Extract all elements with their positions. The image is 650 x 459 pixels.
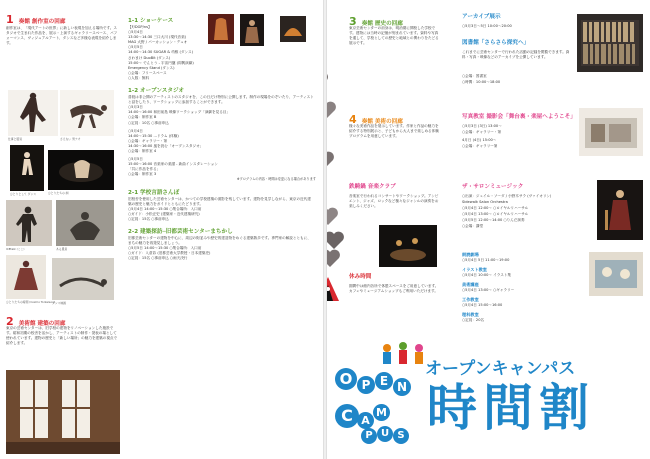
showcase-photo-3 [280,16,306,42]
event-tag: 朗読劇場 [462,252,479,257]
program-line: ○会場：フリースペース [128,70,167,75]
title-letter-n: N [393,378,411,396]
photo-caption-2: さえない 男ナオ [60,137,81,141]
photo-caption-5: ICEtalk (ここ) [6,247,25,251]
salon-line-5: ○5月5日 12:00〜14:00 ○りんだ演奏 [462,218,525,222]
program-line: 「共に作品を作る」 [128,167,161,172]
program-line: 14:00〜16:00 和田前島 映像ワークショップ「演劇を見る目」 [128,110,230,115]
music-club-body: 音楽室で行われるコンサートやワークショップ。アンビエント、ジャズ、ロックなど様々なジャンルの演奏をお楽しみください。 [349,194,439,209]
heart-icon [327,230,345,250]
title-letter-c: C [335,404,359,428]
program-line: ○ガイド：入倉彩 (旧都芸術大学教授・日本建築史) [128,251,211,256]
dance-photo-5 [6,200,52,246]
event-time: ○5月4日 5日 11:00〜19:00 [462,258,510,262]
program-heading: 1-2 オープンスタジオ [128,88,185,95]
salon-line-4: ○5月4日 13:00〜 ○ロイヤルリハーサル [462,212,529,216]
title-letter-e: E [375,372,393,390]
break-time-body: 期間中は館内各所で休憩スペースをご用意しています。カフェやミュージアムショップもご利用いただけます。 [349,284,439,294]
building-photo [6,370,120,454]
section-4-number: 4 [349,113,357,126]
heart-icon [327,206,339,226]
event-row [462,297,642,308]
salon-line-1: ○出演：ジェイル・ソーダ / 小野木サラ (ヴァイオリン) [462,194,552,198]
section-2-body: 東京の芸術センターは、旧学校の建物をリノベーションした施設です。昭和初期の校舎を活かし、アーティストの制作・発表の場として使われています。建物の歴史と「新しい場所」の魅力を建築の視点で紹介します。 [6,326,118,346]
photo-caption-3: ひとりとして ダンス [10,192,37,196]
salon-photo [597,180,643,240]
heart-icon [327,70,329,90]
heart-icon [327,248,341,268]
music-club-title: 鉄騎鍋 音楽クラブ [349,184,396,190]
right-page [327,0,650,459]
title-letter-s: S [393,428,409,444]
section-4-body: 様々な美術作品を展示しています。作家と作品の魅力を紹介する特別展示と、子どもから大人まで楽しめる体験プログラムを用意しています。 [349,124,439,139]
photo-workshop-title: 写真教室 撮影会「舞台裏・楽屋へようこそ」 [462,114,576,120]
archive-time: ○5月3日〜5日 10:00〜20:00 [462,24,512,28]
library-time: ○時間：10:00〜18:00 [462,80,501,84]
photo-workshop-image [579,108,643,156]
title-letter-o: O [335,368,357,390]
program-line: ○5月4日 [128,128,143,133]
program-column-left [128,14,316,454]
program-line: ○会場：制作室 3 [128,172,157,177]
title-timetable: 時間割 [427,379,595,437]
event-tag: 工作教室 [462,297,479,303]
program-line: ○定員：15名 ○事前申込 ○雨天決行 [128,256,188,261]
program-line: 13:30〜14:30 三口大川 (現代音楽) [128,35,187,40]
program-heading: 2-2 建築探訪─旧都芸術センターまちかし [128,229,233,235]
program-line: 【F/DGP/ns】 [128,25,152,29]
event-tag: イラスト教室 [462,267,487,273]
photo-caption-1: 仕事と風景 [8,137,22,141]
program-description: 旧都芸術センターの建物を中心に、周辺の街並みや歴史的建造物をめぐる建築散歩です。専門家の解説とともに、まちの魅力を再発見しましょう。 [128,236,311,246]
section-2-number: 2 [6,315,14,328]
program-line: ○5月5日 14:00〜15:30 ○集合場所：入口前 [128,246,202,251]
program-line: ○5月5日 [128,157,143,162]
showcase-photo-1 [208,14,234,44]
dance-photo-3 [10,145,44,191]
library-venue: ○会場：図書室 [462,74,487,78]
mascot-icon [327,275,341,303]
program-line: ○会場：ギャラリー・第 [128,138,168,143]
program-line: ○ガイド：小松正史 (建築家・近代建築研究) [128,211,200,216]
title-japanese: オープンキャンパス [425,359,576,379]
title-letter-p: P [357,376,375,394]
showcase-photo-2 [240,14,264,46]
dance-photo-8 [52,258,114,300]
event-time: ○定員：20名 [462,318,485,323]
program-description: 普段は非公開のアーティストのスタジオを、この日だけ特別に公開します。制作の現場をのぞいたり、アーティストと話をしたり、ワークショップに参加することができます。 [128,95,314,105]
program-line: ○人数：無料 [128,75,150,80]
event-photo [589,252,643,296]
dance-photo-2 [60,90,114,136]
event-time: ○5月4日 13:00〜 ○ギャラリー [462,288,515,293]
program-line: 15:00〜16:00 音楽家の楽譜 - 新曲インスタレーション [128,162,218,167]
spacer [128,222,316,225]
section-1-number: 1 [6,13,14,26]
dance-photo-6 [56,200,114,246]
section-1-title: 奏館 創作室の回廊 [18,19,66,25]
program-line: 14:00〜14:30 SUGAR & 幼稚 (ダンス) [128,50,194,55]
photo-workshop-venue-1: ○会場：ギャラリー・第 [462,130,502,134]
program-description: 旧校舎を使用した芸術センターは、かつての学校建築の面影を残しています。建物を見学しながら、東京の近代建築の歴史と魅力をガイドとともにたどります。 [128,196,311,206]
photo-caption-4: ひとりたちの 劇 [48,191,69,195]
library-body: これまでに芸術センターで行われた活動の記録を閲覧できます。資料・写真・映像などのアーカイブを公開しています。 [462,50,570,60]
section-1-body: 創作室は、「現代アートの世界」に新しい表現を加える場所です。スタジオで生まれた作品を、展示・上演するギャラリースペース、パフォーマンス、ヴィジュアルアート、ダンスなど多様な表現を紹介します。 [6,26,118,46]
photo-caption-6: ある風景 [56,247,68,251]
dance-photo-7 [6,255,46,299]
photo-caption-8: ダンス映画 [52,301,66,305]
photo-workshop-venue-2: ○会場：ギャラリー第 [462,144,498,148]
event-time: ○5月4日 10:00〜 イラスト集 [462,273,511,278]
photo-workshop-date-1: ○5月3日 (3日) 13:00〜 [462,124,502,128]
program-line: MAG 大野 / パーカッション・デュオ [128,40,188,45]
program-line: ○5月3日 [128,105,143,110]
photo-caption-7: ひとりたちの時間 (Cozmo Torkelson) [6,300,55,304]
program-line: 14:00〜15:30 ...ドラム (体験) [128,133,179,138]
archive-title: アーカイブ展示 [462,14,501,20]
program-line: ○5月4日 14:00〜15:30 ○集合場所：入口前 [128,206,202,211]
library-title: 図書館「さらさら探究へ」 [462,40,530,46]
section-3-number: 3 [349,15,357,28]
section-3-body: 東京芸術センターの前身は、明治期に開校した学校です。建物には当時の記憶が刻まれています。資料や写真を通して、学校としての歴史と地域との関わりをたどる展示です。 [349,26,439,46]
section-3-title: 奏館 歴史の回廊 [361,21,403,27]
event-tag: 理科教室 [462,312,479,318]
program-line: 15:00〜 でんとう - 宇宙円盤 (即興演劇) [128,60,194,65]
heart-icon [327,150,335,170]
salon-line-3: ○5月4日 12:00〜 ○ロイヤルリハーサル [462,206,529,210]
left-page [0,0,323,459]
heart-icon [327,100,337,120]
event-row [462,312,642,323]
event-tag: 美術講座 [462,282,479,288]
program-line: ○会場：制作室 4 [128,148,157,153]
program-line: ○定員：15名 ○事前申込 [128,216,169,221]
dance-photo-4 [48,150,114,190]
program-line: 14:30〜16:00 風を読む「オープンスタジオ」 [128,143,204,148]
program-heading: 2-1 学校言語さんぽ [128,189,180,196]
photo-workshop-date-2: 4月日 (4日) 15:00〜 [462,138,497,142]
program-line: ○会場：制作室 B [128,115,157,120]
program-line: さわまけ DuoBit (ダンス) [128,55,171,60]
program-line: ○定員：10名 ○事前申込 [128,120,169,125]
program-note: ※プログラムの内容・時間は変更になる場合があります [236,177,316,182]
section-1-heading [6,8,65,27]
break-time-title: 休み時間 [349,274,372,280]
section-4-title: 奏館 美術の回廊 [361,119,403,125]
program-line: ○5月4日 [128,30,143,35]
event-time: ○5月4日 15:00〜16:00 [462,303,503,308]
spacer [128,183,316,186]
title-letter-m: M [373,404,390,421]
program-heading: 1-1 ショーケース [128,18,174,24]
title-letter-p2: P [361,428,377,444]
section-2-title: 美術館 建築の回廊 [18,321,66,327]
salon-line-2: Sidewalk Salon Orchestra [462,200,508,204]
title-letter-a: A [357,412,374,429]
library-photo [577,14,643,72]
spacer [128,81,316,84]
salon-title: ザ・サロンミュージック [462,184,524,190]
program-line: ○5月5日 [128,45,143,50]
title-letter-u: U [377,426,393,442]
program-line: Emergency Stand (ダンス) [128,65,175,70]
club-photo [379,225,437,267]
salon-line-6: ○会場：講堂 [462,224,484,228]
dance-photo-1 [8,90,58,136]
